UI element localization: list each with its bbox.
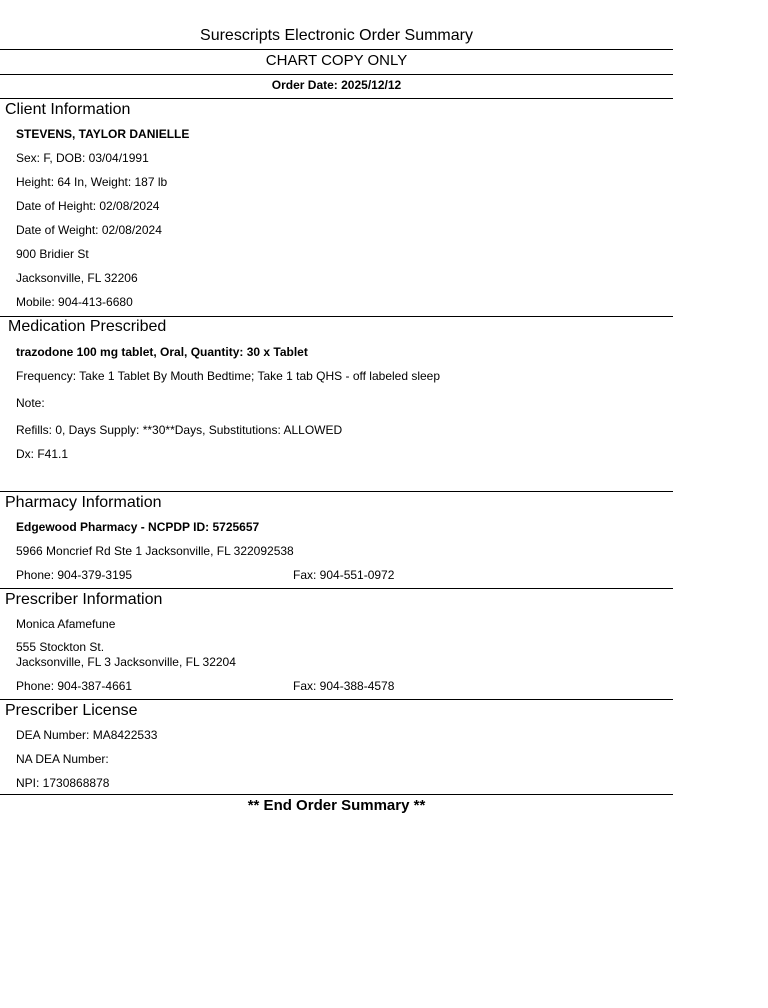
- prescriber-address-city: Jacksonville, FL 3 Jacksonville, FL 32204: [16, 655, 236, 669]
- prescriber-address-street: 555 Stockton St.: [16, 640, 105, 654]
- client-address-city: Jacksonville, FL 32206: [16, 271, 138, 285]
- prescriber-name: Monica Afamefune: [16, 617, 116, 631]
- client-mobile: Mobile: 904-413-6680: [16, 295, 133, 309]
- divider: [0, 98, 673, 99]
- client-sex-dob: Sex: F, DOB: 03/04/1991: [16, 151, 149, 165]
- divider: [0, 699, 673, 700]
- license-dea-number: DEA Number: MA8422533: [16, 728, 158, 742]
- divider: [0, 588, 673, 589]
- license-npi: NPI: 1730868878: [16, 776, 110, 790]
- medication-note: Note:: [16, 396, 45, 410]
- section-heading-license: Prescriber License: [5, 702, 138, 719]
- prescriber-fax: Fax: 904-388-4578: [293, 679, 395, 693]
- pharmacy-fax: Fax: 904-551-0972: [293, 568, 395, 582]
- client-height-weight: Height: 64 In, Weight: 187 lb: [16, 175, 168, 189]
- medication-dx: Dx: F41.1: [16, 447, 69, 461]
- order-date: Order Date: 2025/12/12: [271, 78, 402, 92]
- divider: [0, 49, 673, 50]
- medication-frequency: Frequency: Take 1 Tablet By Mouth Bedtime; Take 1 tab QHS - off labeled sleep: [16, 369, 441, 383]
- chart-copy-label: CHART COPY ONLY: [265, 52, 408, 69]
- prescriber-phone: Phone: 904-387-4661: [16, 679, 133, 693]
- section-heading-client: Client Information: [5, 101, 131, 118]
- divider: [0, 491, 673, 492]
- client-date-of-height: Date of Height: 02/08/2024: [16, 199, 160, 213]
- section-heading-medication: Medication Prescribed: [8, 318, 167, 335]
- client-date-of-weight: Date of Weight: 02/08/2024: [16, 223, 162, 237]
- pharmacy-phone: Phone: 904-379-3195: [16, 568, 133, 582]
- end-of-summary-label: ** End Order Summary **: [247, 797, 426, 814]
- section-heading-prescriber: Prescriber Information: [5, 591, 163, 608]
- license-na-dea-number: NA DEA Number:: [16, 752, 109, 766]
- section-heading-pharmacy: Pharmacy Information: [5, 494, 162, 511]
- medication-drug: trazodone 100 mg tablet, Oral, Quantity: 30 x Tablet: [16, 345, 308, 359]
- medication-refills: Refills: 0, Days Supply: **30**Days, Substitutions: ALLOWED: [16, 423, 343, 437]
- pharmacy-name: Edgewood Pharmacy - NCPDP ID: 5725657: [16, 520, 260, 534]
- divider: [0, 316, 673, 317]
- document-title: Surescripts Electronic Order Summary: [200, 27, 473, 44]
- client-name: STEVENS, TAYLOR DANIELLE: [16, 127, 190, 141]
- client-address-street: 900 Bridier St: [16, 247, 89, 261]
- divider: [0, 74, 673, 75]
- divider: [0, 794, 673, 795]
- pharmacy-address: 5966 Moncrief Rd Ste 1 Jacksonville, FL 322092538: [16, 544, 294, 558]
